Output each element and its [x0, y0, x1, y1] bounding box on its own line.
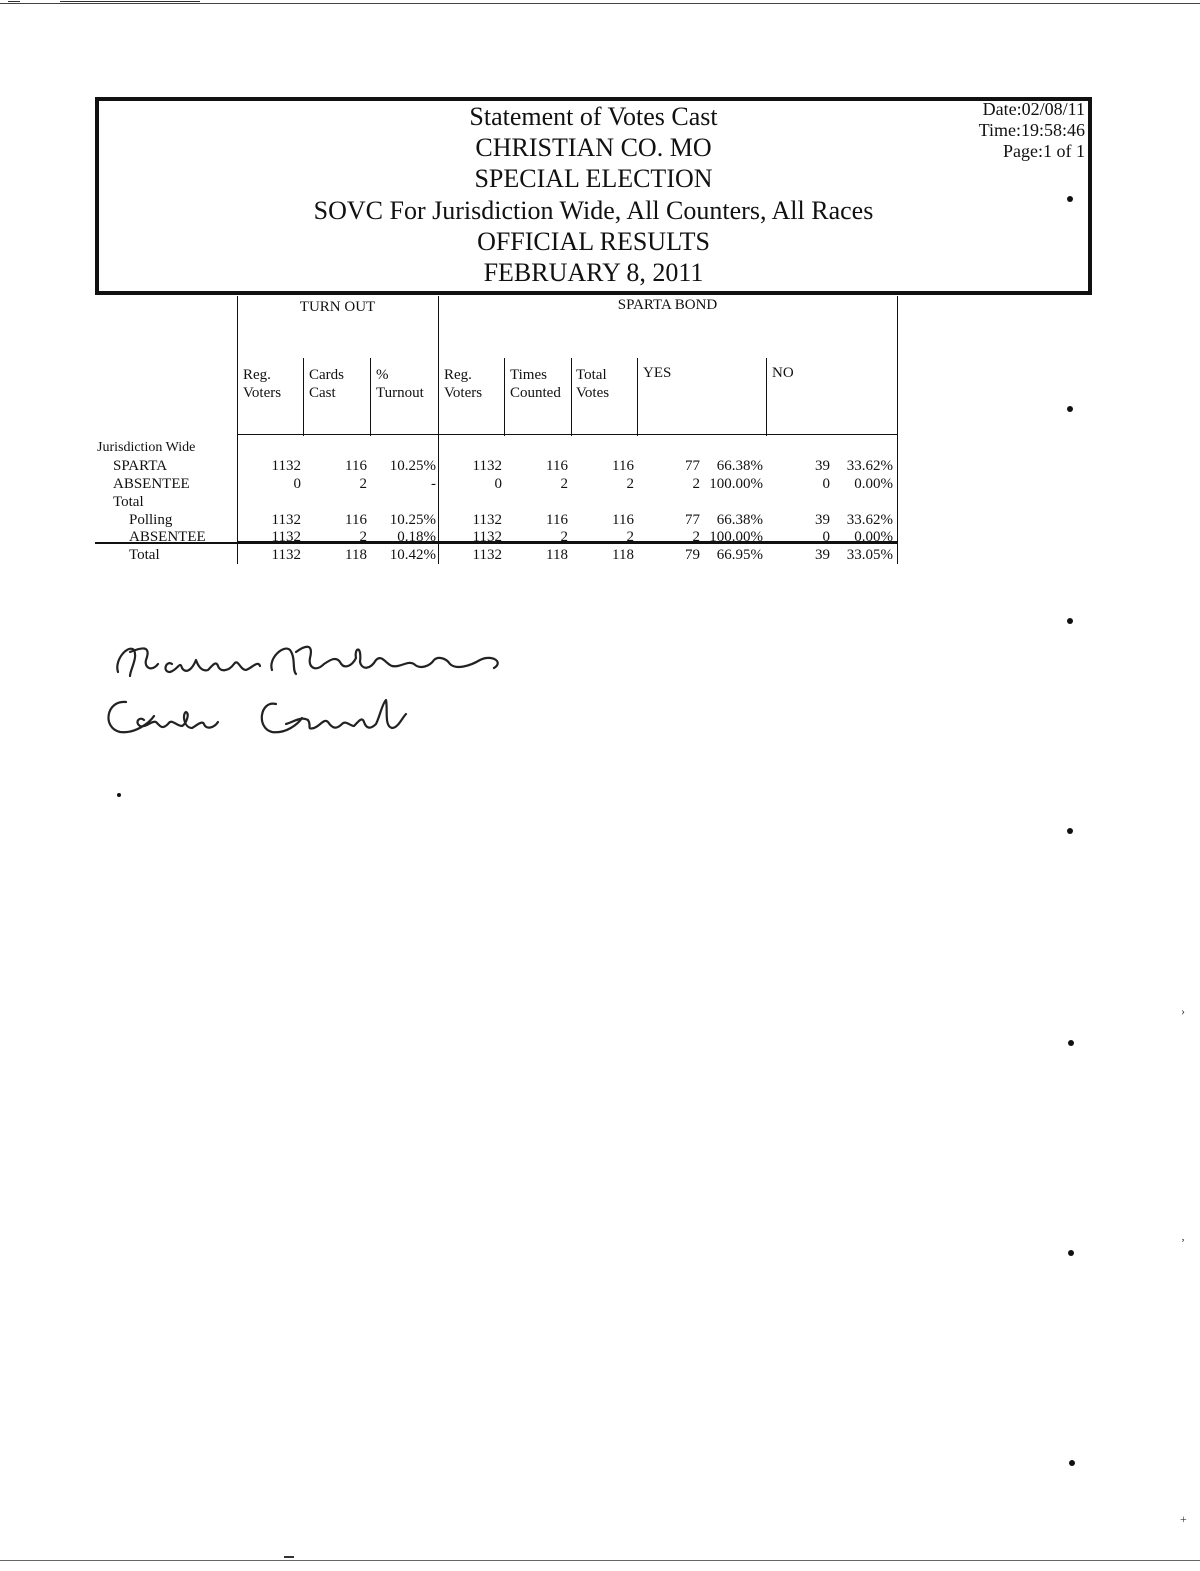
cell-yes-pct: 66.38%	[716, 512, 763, 528]
cell-reg-voters-2: 1132	[472, 512, 502, 528]
cell-cards-cast: 2	[359, 529, 367, 545]
cell-yes: 2	[692, 529, 700, 545]
margin-dot	[1068, 1250, 1074, 1256]
col-total-votes: Total Votes	[576, 367, 610, 401]
scan-mark	[8, 1, 20, 2]
election-date: FEBRUARY 8, 2011	[483, 257, 704, 287]
col-no: NO	[772, 365, 794, 381]
cell-no: 39	[815, 547, 830, 563]
report-title: Statement of Votes Cast	[469, 102, 718, 131]
election-type: SPECIAL ELECTION	[474, 164, 713, 194]
cell-reg-voters: 0	[293, 476, 301, 492]
cell-reg-voters-2: 1132	[472, 458, 502, 474]
report-time: Time:19:58:46	[978, 120, 1085, 140]
cell-times-counted: 116	[546, 458, 568, 474]
col-reg-voters: Reg. Voters	[243, 367, 282, 401]
scan-edge-top	[0, 3, 1200, 4]
cell-total-votes: 2	[626, 476, 634, 492]
margin-dot	[1067, 828, 1073, 834]
margin-dot	[1067, 196, 1073, 202]
cell-no: 0	[822, 476, 830, 492]
col-cards-cast: Cards Cast	[309, 367, 344, 401]
report-scope: SOVC For Jurisdiction Wide, All Counters, All Races	[313, 195, 874, 225]
results-status: OFFICIAL RESULTS	[477, 226, 710, 256]
margin-dot	[1068, 1040, 1074, 1046]
margin-dot	[1069, 1460, 1075, 1466]
row-label: ABSENTEE	[129, 529, 206, 545]
cell-reg-voters: 1132	[271, 547, 301, 563]
cell-total-votes: 2	[626, 529, 634, 545]
row-label: Total	[129, 547, 160, 563]
cell-reg-voters: 1132	[271, 512, 301, 528]
cell-cards-cast: 116	[345, 512, 367, 528]
cell-yes-pct: 66.38%	[716, 458, 763, 474]
handwritten-signatures	[100, 630, 520, 750]
scan-mark	[60, 1, 200, 2]
cell-yes: 2	[692, 476, 700, 492]
row-label: SPARTA	[113, 458, 168, 474]
margin-dot	[1067, 406, 1073, 412]
cell-yes: 77	[685, 512, 700, 528]
cell-no: 39	[815, 458, 830, 474]
section-jurisdiction-wide: Jurisdiction Wide	[97, 440, 196, 455]
row-label: Polling	[129, 512, 173, 528]
report-date: Date:02/08/11	[982, 99, 1085, 119]
group-sparta-bond: SPARTA BOND	[617, 297, 718, 313]
scan-mark: +	[1180, 1512, 1187, 1526]
cell-no-pct: 33.62%	[846, 458, 893, 474]
col-reg-voters-bond: Reg. Voters	[444, 367, 483, 401]
col-times-counted: Times Counted	[510, 367, 561, 401]
cell-no-pct: 33.62%	[846, 512, 893, 528]
cell-times-counted: 2	[560, 476, 568, 492]
cell-no: 39	[815, 512, 830, 528]
cell-total-votes: 116	[612, 458, 634, 474]
col-pct-turnout: % Turnout	[376, 367, 424, 401]
cell-cards-cast: 118	[345, 547, 367, 563]
cell-yes-pct: 100.00%	[709, 529, 763, 545]
cell-times-counted: 118	[546, 547, 568, 563]
table-cells	[95, 296, 898, 564]
cell-reg-voters-2: 1132	[472, 529, 502, 545]
cell-no-pct: 33.05%	[846, 547, 893, 563]
cell-cards-cast: 2	[359, 476, 367, 492]
section-total: Total	[113, 494, 144, 510]
cell-no-pct: 0.00%	[854, 476, 893, 492]
cell-pct-turnout: 0.18%	[397, 529, 436, 545]
cell-yes: 77	[685, 458, 700, 474]
cell-pct-turnout: -	[431, 476, 436, 492]
cell-yes: 79	[685, 547, 700, 563]
scan-mark: ›	[1181, 1004, 1185, 1018]
cell-reg-voters-2: 1132	[472, 547, 502, 563]
group-turnout: TURN OUT	[299, 299, 376, 315]
page-number: Page:1 of 1	[1003, 141, 1085, 161]
scan-mark: ʼ	[1181, 1236, 1185, 1250]
cell-reg-voters: 1132	[271, 529, 301, 545]
report-meta	[979, 99, 1085, 162]
cell-pct-turnout: 10.42%	[389, 547, 436, 563]
cell-cards-cast: 116	[345, 458, 367, 474]
scan-mark	[284, 1556, 294, 1558]
cell-total-votes: 116	[612, 512, 634, 528]
cell-pct-turnout: 10.25%	[389, 458, 436, 474]
cell-yes-pct: 100.00%	[709, 476, 763, 492]
county-name: CHRISTIAN CO. MO	[475, 133, 712, 163]
cell-reg-voters-2: 0	[494, 476, 502, 492]
cell-total-votes: 118	[612, 547, 634, 563]
margin-dot	[117, 793, 121, 797]
cell-yes-pct: 66.95%	[716, 547, 763, 563]
scan-edge-bottom	[0, 1560, 1200, 1561]
cell-no-pct: 0.00%	[854, 529, 893, 545]
margin-dot	[1067, 618, 1073, 624]
cell-reg-voters: 1132	[271, 458, 301, 474]
cell-times-counted: 116	[546, 512, 568, 528]
row-label: ABSENTEE	[113, 476, 190, 492]
col-yes: YES	[643, 365, 672, 381]
report-title-block	[95, 101, 1092, 288]
cell-times-counted: 2	[560, 529, 568, 545]
cell-no: 0	[822, 529, 830, 545]
cell-pct-turnout: 10.25%	[389, 512, 436, 528]
